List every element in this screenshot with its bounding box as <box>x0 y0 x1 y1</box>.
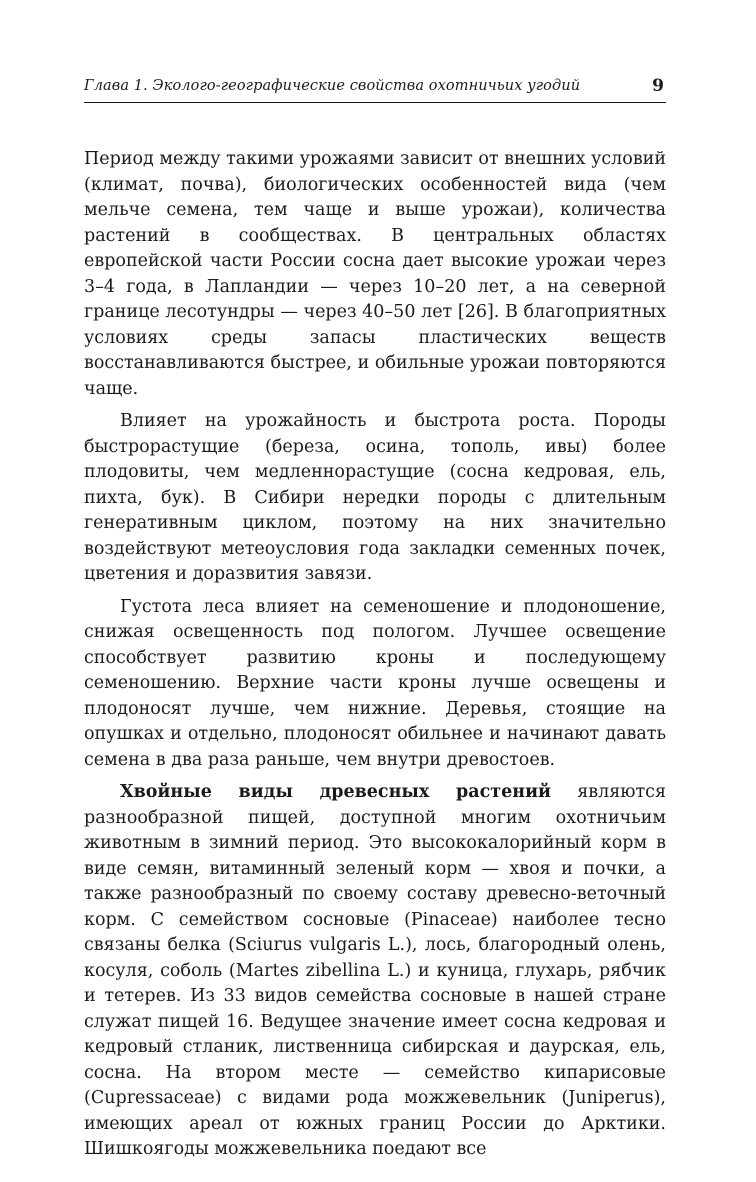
page-header <box>84 76 666 103</box>
paragraph-4-lead-term: Хвойные виды древесных растений <box>120 782 552 802</box>
paragraph-4-text: являются разнообразной пищей, доступной многим охотничьим животным в зимний период. Это высококалорийный корм в виде семян, витаминный зеленый корм — хвоя и почки, а также разнообразный по своему составу древесно-веточный корм. С семейством сосновые (Pinaceae) наиболее тесно связаны белка (Sciurus vulgaris L.), лось, благородный олень, косуля, соболь (Martes zibellina L.) и куница, глухарь, рябчик и тетерев. Из 33 видов семейства сосновые в нашей стране служат пищей 16. Ведущее значение имеет сосна кедровая и кедровый стланик, лиственница сибирская и даурская, ель, сосна. На втором месте — семейство кипарисовые (Cupressaceae) с видами рода можжевельник (Juniperus), имеющих ареал от южных границ России до Арктики. Шишкоягоды можжевельника поедают все <box>84 782 666 1159</box>
page-number: 9 <box>652 76 664 96</box>
body-text <box>84 147 666 1163</box>
paragraph-4 <box>84 780 666 1163</box>
paragraph-3-text: Густота леса влияет на семеношение и плодоношение, снижая освещенность под пологом. Лучшее освещение способствует развитию кроны и последующему семеношению. Верхние части кроны лучше освещены и плодоносят лучше, чем нижние. Деревья, стоящие на опушках и отдельно, плодоносят обильнее и начинают давать семена в два раза раньше, чем внутри древостоев. <box>84 596 666 770</box>
paragraph-1-text: Период между такими урожаями зависит от внешних условий (климат, почва), биологических особенностей вида (чем мельче семена, тем чаще и выше урожаи), количества растений в сообществах. В центральных областях европейской части России сосна дает высокие урожаи через 3–4 года, в Лапландии — через 10–20 лет, а на северной границе лесотундры — через 40–50 лет [26]. В благоприятных условиях среды запасы пластических веществ восстанавливаются быстрее, и обильные урожаи повторяются чаще. <box>84 149 666 399</box>
paragraph-1 <box>84 147 666 402</box>
paragraph-2 <box>84 409 666 588</box>
running-title: Глава 1. Эколого-географические свойства охотничьих угодий <box>84 78 581 94</box>
paragraph-2-text: Влияет на урожайность и быстрота роста. Породы быстрорастущие (береза, осина, тополь, ивы) более плодовиты, чем медленнорастущие (сосна кедровая, ель, пихта, бук). В Сибири нередки породы с длительным генеративным циклом, поэтому на них значительно воздействуют метеоусловия года закладки семенных почек, цветения и доразвития завязи. <box>84 411 666 584</box>
paragraph-3 <box>84 595 666 774</box>
